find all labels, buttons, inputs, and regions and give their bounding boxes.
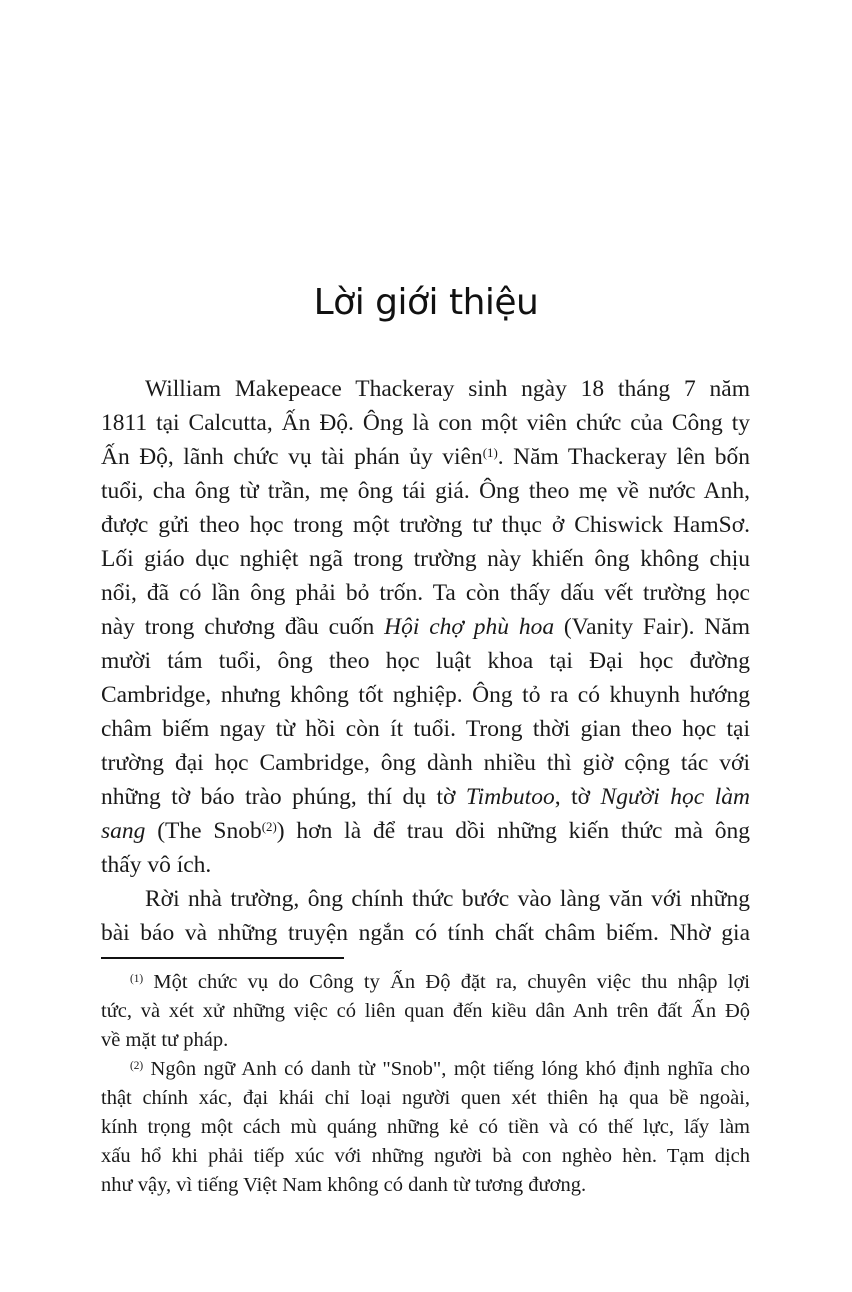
body-line [101,746,750,780]
text-run: Cambridge, nhưng không tốt nghiệp. Ông tỏ ra có khuynh hướng [101,682,750,708]
text-run: tức, và xét xử những việc có liên quan đến kiều dân Anh trên đất Ấn Độ [101,1000,750,1022]
text-run: nổi, đã có lần ông phải bỏ trốn. Ta còn thấy dấu vết trường học [101,580,750,606]
text-run: , tờ [554,784,601,810]
body-line [101,474,750,508]
text-run: 1811 tại Calcutta, Ấn Độ. Ông là con một viên chức của Công ty [101,410,750,436]
footnote-line [101,1084,750,1113]
body-line [101,440,750,474]
text-run: Ấn Độ, lãnh chức vụ tài phán ủy viên [101,444,483,470]
body-line [101,848,750,882]
text-run: bài báo và những truyện ngắn có tính chất châm biếm. Nhờ gia [101,920,750,946]
text-run: Lối giáo dục nghiệt ngã trong trường này khiến ông không chịu [101,546,750,572]
body-line [101,542,750,576]
page-title: Lời giới thiệu [313,282,539,324]
body-line [101,780,750,814]
text-run: về mặt tư pháp. [101,1029,229,1051]
text-run: châm biếm ngay từ hồi còn ít tuổi. Trong thời gian theo học tại [101,716,750,742]
text-run: (Vanity Fair). Năm [554,614,750,640]
text-run: kính trọng một cách mù quáng những kẻ có tiền và có thế lực, lấy làm [101,1116,750,1138]
text-run: Ngôn ngữ Anh có danh từ "Snob", một tiếng lóng khó định nghĩa cho [143,1058,750,1080]
footnote-line [101,968,750,997]
footnote-divider [101,957,344,959]
text-run: Rời nhà trường, ông chính thức bước vào làng văn với những [145,886,750,912]
text-run: như vậy, vì tiếng Việt Nam không có danh từ tương đương. [101,1174,587,1196]
text-run: xấu hổ khi phải tiếp xúc với những người bà con nghèo hèn. Tạm dịch [101,1145,750,1167]
text-run: thật chính xác, đại khái chỉ loại người quen xét thiên hạ qua bề ngoài, [101,1087,750,1109]
text-run: Một chức vụ do Công ty Ấn Độ đặt ra, chuyên việc thu nhập lợi [143,971,750,993]
text-run: mười tám tuổi, ông theo học luật khoa tại Đại học đường [101,648,750,674]
text-run: ) hơn là để trau dồi những kiến thức mà ông [276,818,750,844]
footnote-line [101,1142,750,1171]
text-run: . Năm Thackeray lên bốn [497,444,750,470]
body-line [101,610,750,644]
italic-title: sang [101,818,146,844]
text-run: (The Snob [145,818,262,844]
text-run: trường đại học Cambridge, ông dành nhiều thì giờ cộng tác với [101,750,750,776]
footnote-line [101,997,750,1026]
footnote-ref: (1) [482,444,498,460]
body-line [101,372,750,406]
text-run: thấy vô ích. [101,852,212,878]
text-run: tuổi, cha ông từ trần, mẹ ông tái giá. Ông theo mẹ về nước Anh, [101,478,750,504]
body-line [101,916,750,950]
text-run: được gửi theo học trong một trường tư thục ở Chiswick HamSơ. [101,512,750,538]
footnote-ref: (1) [130,972,144,985]
body-line [101,406,750,440]
footnotes [101,968,750,1200]
footnote-line [101,1171,750,1200]
footnote-ref: (2) [130,1059,144,1072]
footnote-line [101,1113,750,1142]
body-line [101,644,750,678]
footnote-ref: (2) [261,818,277,834]
body-text [101,372,750,950]
footnote-line [101,1026,750,1055]
body-line [101,508,750,542]
italic-title: Timbutoo [465,784,555,810]
text-run: những tờ báo trào phúng, thí dụ tờ [101,784,466,810]
italic-title: Người học làm [600,784,750,810]
body-line [101,882,750,916]
italic-title: Hội chợ phù hoa [384,614,555,640]
body-line [101,678,750,712]
body-line [101,712,750,746]
footnote-line [101,1055,750,1084]
text-run: William Makepeace Thackeray sinh ngày 18 tháng 7 năm [145,376,750,402]
body-line [101,576,750,610]
text-run: này trong chương đầu cuốn [101,614,385,640]
body-line [101,814,750,848]
